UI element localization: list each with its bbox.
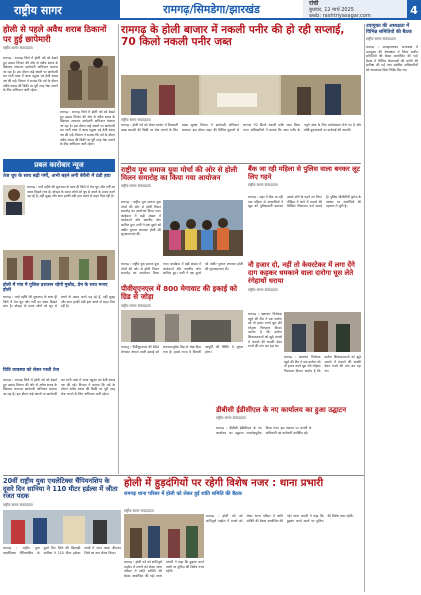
masthead (0, 0, 421, 20)
story-body: रामगढ़ : रामगढ़ जिले में होली पर्व को देखते हुए उत्पाद विभाग की ओर से अवैध शराब के खिलाफ लगातार छापेमारी अभियान चलाया जा रहा है। इस दौरान कई स्थानों पर छापेमारी कर भारी मात्रा में जावा महुआ एवं देसी शराब नष्ट की गई। विभाग ने बताया कि पर्व के दौरान अवैध शराब की बिक्री पर पूरी तरह रोक लगाने के लिए अभियान जारी रहेगा। (3, 56, 58, 93)
story-sports (3, 478, 121, 510)
region-title: रामगढ़/सिमडेगा/झारखंड (120, 0, 303, 20)
box-title: प्रबल कारोबार न्यूज (3, 159, 115, 172)
box-body: रामगढ़ : मार्च महीने की शुरुआत के साथ ही जिले में तेज धूप और गर्मी का असर दिखने लगा है। दोपहर के समय लोगों को धूप से बचने के उपाय करने पड़ रहे हैं, वहीं सुबह और शाम हल्की ठंडी हवा चलने से राहत मिल रही है। (27, 185, 115, 199)
box-body-2: रामगढ़ : मार्च महीने की शुरुआत के साथ ही जिले में तेज धूप और गर्मी का असर दिखने लगा है। दोपहर के समय लोगों को धूप से बचने के उपाय करने पड़ रहे हैं, वहीं सुबह और शाम हल्की ठंडी हवा चलने से राहत मिल रही है। (3, 295, 115, 309)
byline: राष्ट्रीय सागर संवाददाता (121, 184, 151, 189)
paneer-body: रामगढ़ : होली पर्व को लेकर बाजार में मिलावटी खाद्य सामग्री की बिक्री पर रोक लगाने के लिए खाद्य सुरक्षा विभाग ने छापेमारी अभियान चलाया। इस दौरान शहर की विभिन्न दुकानों से लगभग 70 किलो नकली पनीर जब्त किया गया। अधिकारियों ने बताया कि जब्त पनीर के नमूने जांच के लिए प्रयोगशाला भेजे गए हैं और दोषी दुकानदारों पर कार्रवाई की जाएगी। (121, 123, 361, 132)
edition-city: रांची (309, 0, 319, 7)
holi-milan-photo (163, 200, 243, 256)
paneer-photo (121, 75, 361, 115)
byline: राष्ट्रीय सागर संवाददाता (121, 118, 151, 122)
holi-watch-photo (124, 514, 204, 558)
story-liquor (3, 25, 115, 53)
bank-body: रामगढ़ : शहर में बैंक जा रही एक महिला से अपराधियों ने खुद को पुलिसकर्मी बताकर उसके सोने के गहने ठग लिए। पीड़िता ने थाने में मामले की लिखित शिकायत दर्ज कराई है। पुलिस सीसीटीवी फुटेज के आधार पर आरोपियों की पहचान में जुटी है। (248, 195, 361, 209)
byline: राष्ट्रीय सागर संवाददाता (124, 509, 154, 513)
photo-image (121, 310, 243, 342)
photo-image (124, 514, 204, 558)
section-name: राष्ट्रीय सागर (0, 0, 120, 20)
headline: उपायुक्त की अध्यक्षता में विभिन्न समितियों की बैठक (366, 24, 412, 35)
box-subhead: होली में गांव में पुलिस प्रशासन रहेगी मुस्तैद, प्रेम के साथ मनाए होली (3, 283, 108, 294)
byline: राष्ट्रीय सागर संवाददाता (216, 416, 246, 421)
headline: रामगढ़ के होली बाजार में नकली पनीर की हो रही सप्लाई, 70 किलो नकली पनीर जब्त (121, 24, 345, 49)
story-holi-watch (124, 478, 364, 497)
pvunl-photo (121, 310, 243, 342)
story-photo (60, 56, 115, 108)
holi-milan-body: रामगढ़ : राष्ट्रीय यूथ समाज युवा मोर्चा की ओर से होली मिलन समारोह का आयोजन किया गया। कार्यक्रम में बड़ी संख्या में कार्यकर्ता और स्थानीय लोग शामिल हुए। सभी ने एक दूसरे को अबीर गुलाल लगाकर होली की शुभकामनाएं दीं। (121, 200, 161, 237)
story-body-cont: रामगढ़ : रामगढ़ जिले में होली पर्व को देखते हुए उत्पाद विभाग की ओर से अवैध शराब के खिलाफ लगातार छापेमारी अभियान चलाया जा रहा है। इस दौरान कई स्थानों पर छापेमारी कर भारी मात्रा में जावा महुआ एवं देसी शराब नष्ट की गई। विभाग ने बताया कि पर्व के दौरान अवैध शराब की बिक्री पर पूरी तरह रोक लगाने के लिए अभियान जारी रहेगा। (60, 110, 115, 147)
page-number: 4 (407, 0, 421, 20)
byline: राष्ट्रीय सागर संवाददाता (248, 183, 278, 188)
holi-milan-body-cont: रामगढ़ : राष्ट्रीय यूथ समाज युवा मोर्चा की ओर से होली मिलन समारोह का आयोजन किया गया। कार्यक्रम में बड़ी संख्या में कार्यकर्ता और स्थानीय लोग शामिल हुए। सभी ने एक दूसरे को अबीर गुलाल लगाकर होली की शुभकामनाएं दीं। (121, 262, 243, 276)
sports-body: रामगढ़ : राष्ट्रीय युवा एथलेटिक्स चैंपियनशिप के दूसरे दिन जिले की खिलाड़ी सानिया ने 110 मीटर हर्डल्स स्पर्धा में रजत पदक जीतकर जिले का नाम रोशन किया। (3, 546, 121, 555)
divider (3, 475, 364, 476)
headline: राष्ट्रीय यूथ समाज युवा मोर्चा की ओर से होली मिलन समारोह का किया गया आयोजन (121, 165, 238, 183)
photo-image (3, 510, 121, 544)
headline: डीबीसी ईडीसीएल के नए कार्यालय का हुआ उद्घाटन (216, 406, 347, 414)
story-caretaker (248, 262, 361, 295)
column-rule (118, 24, 119, 474)
photo-image (163, 200, 243, 256)
byline: राष्ट्रीय सागर संवाददाता (3, 502, 33, 507)
box-subhead-2: विधि व्यवस्था को लेकर गश्ती तेज (3, 368, 59, 373)
story-dbsi (216, 406, 361, 423)
photo-image (121, 75, 361, 115)
reporter-photo (3, 185, 25, 215)
edition-info (303, 0, 421, 20)
photo-image (284, 312, 361, 352)
box-photo (3, 250, 115, 280)
caretaker-body: रामगढ़ : भ्रष्टाचार निरोधक ब्यूरो की टीम ने एक दारोगा को नौ हजार रुपये घूस लेते रंगेहाथ गिरफ्तार किया। आरोप है कि दारोगा शिकायतकर्ता को झूठे मामले में फंसाने की धमकी देकर रुपये की मांग कर रहा था। (248, 312, 282, 349)
byline: राष्ट्रीय सागर संवाददाता (121, 303, 151, 308)
story-bank (248, 166, 361, 190)
story-paneer (121, 24, 361, 48)
story-pvunl (121, 285, 243, 311)
dbsi-body: रामगढ़ : डीबीसी ईडीसीएल के नए कार्यालय का उद्घाटन समारोहपूर्वक किया गया। इस अवसर पर कंपनी के अधिकारी एवं कर्मचारी उपस्थित रहे। (216, 426, 312, 435)
headline: पीवीयूएनएल में 800 मेगावाट की इकाई को ग्रिड से जोड़ा (121, 284, 237, 302)
website: web: rashtriyasagar.com (309, 13, 371, 19)
box-headline: तेज धूप के साथ बढ़ी गर्मी, अभी बहने लगी बेचैनी में ठंडी हवा (3, 174, 111, 179)
subhead: रामगढ़ थाना परिसर में होली को लेकर हुई शांति समिति की बैठक (124, 490, 242, 497)
headline: बैंक जा रही महिला से पुलिस वाला बनकर लूट लिए गहने (248, 165, 360, 181)
byline: राष्ट्रीय सागर संवाददाता (248, 287, 278, 292)
person-image (3, 185, 25, 215)
caretaker-body-cont: रामगढ़ : भ्रष्टाचार निरोधक ब्यूरो की टीम ने एक दारोगा को नौ हजार रुपये घूस लेते रंगेहाथ गिरफ्तार किया। आरोप है कि दारोगा शिकायतकर्ता को झूठे मामले में फंसाने की धमकी देकर रुपये की मांग कर रहा था। (284, 355, 361, 373)
crowd-image (3, 250, 115, 280)
byline: राष्ट्रीय सागर संवाददाता (366, 37, 396, 42)
caretaker-photo (284, 312, 361, 352)
holi-watch-body: रामगढ़ : होली पर्व को शांतिपूर्ण माहौल में मनाने को लेकर थाना परिसर में शांति समिति की बैठक आयोजित की गई। थाना प्रभारी ने कहा कि हुड़दंग करने वालों पर पुलिस की विशेष नजर रहेगी। (206, 514, 354, 523)
edition-date: बुधवार, 12 मार्च 2025 (309, 7, 354, 13)
column-rule (364, 24, 365, 592)
divider (121, 163, 361, 164)
headline: नौ हजार दो, नहीं तो केयरटेकर में लगा देंगे दाग कहकर धमकाने वाला दारोगा घूस लेते रंगेहाथों धराया (248, 261, 355, 285)
headline: 20वीं राष्ट्रीय युवा एथलेटिक्स चैंपियनशिप के दूसरे दिन सानिया ने 110 मीटर हर्डल्स में जीता रजत पदक (3, 477, 118, 501)
holi-watch-body-cont: रामगढ़ : होली पर्व को शांतिपूर्ण माहौल में मनाने को लेकर थाना परिसर में शांति समिति की बैठक आयोजित की गई। थाना प्रभारी ने कहा कि हुड़दंग करने वालों पर पुलिस की विशेष नजर रहेगी। (124, 560, 204, 578)
story-holi-milan (121, 166, 243, 191)
byline: राष्ट्रीय सागर संवाददाता (3, 46, 33, 51)
sports-photo (3, 510, 121, 544)
news-box (3, 159, 115, 180)
headline: होली से पहले अवैध शराब ठिकानों पर हुई छापेमारी (3, 24, 107, 44)
right-body: रामगढ़ : समाहरणालय सभाकक्ष में उपायुक्त की अध्यक्षता में जिला स्तरीय समितियों की बैठक आयोजित की गई। बैठक में विभिन्न योजनाओं की प्रगति की समीक्षा की गई तथा संबंधित अधिकारियों को आवश्यक दिशा निर्देश दिए गए। (366, 45, 418, 72)
pvunl-body: पतरातू : पीवीयूएनएल की 800 मेगावाट क्षमता वाली इकाई को सफलतापूर्वक ग्रिड से जोड़ दिया गया है। इससे राज्य में बिजली आपूर्ति की स्थिति में सुधार होगा। (121, 345, 243, 354)
box-body-3: रामगढ़ : रामगढ़ जिले में होली पर्व को देखते हुए उत्पाद विभाग की ओर से अवैध शराब के खिलाफ लगातार छापेमारी अभियान चलाया जा रहा है। इस दौरान कई स्थानों पर छापेमारी कर भारी मात्रा में जावा महुआ एवं देसी शराब नष्ट की गई। विभाग ने बताया कि पर्व के दौरान अवैध शराब की बिक्री पर पूरी तरह रोक लगाने के लिए अभियान जारी रहेगा। (3, 378, 115, 396)
photo-image (60, 56, 115, 108)
headline: होली में हुड़दंगियों पर रहेगी विशेष नजर : थाना प्रभारी (124, 478, 324, 489)
story-right-top (366, 24, 418, 44)
